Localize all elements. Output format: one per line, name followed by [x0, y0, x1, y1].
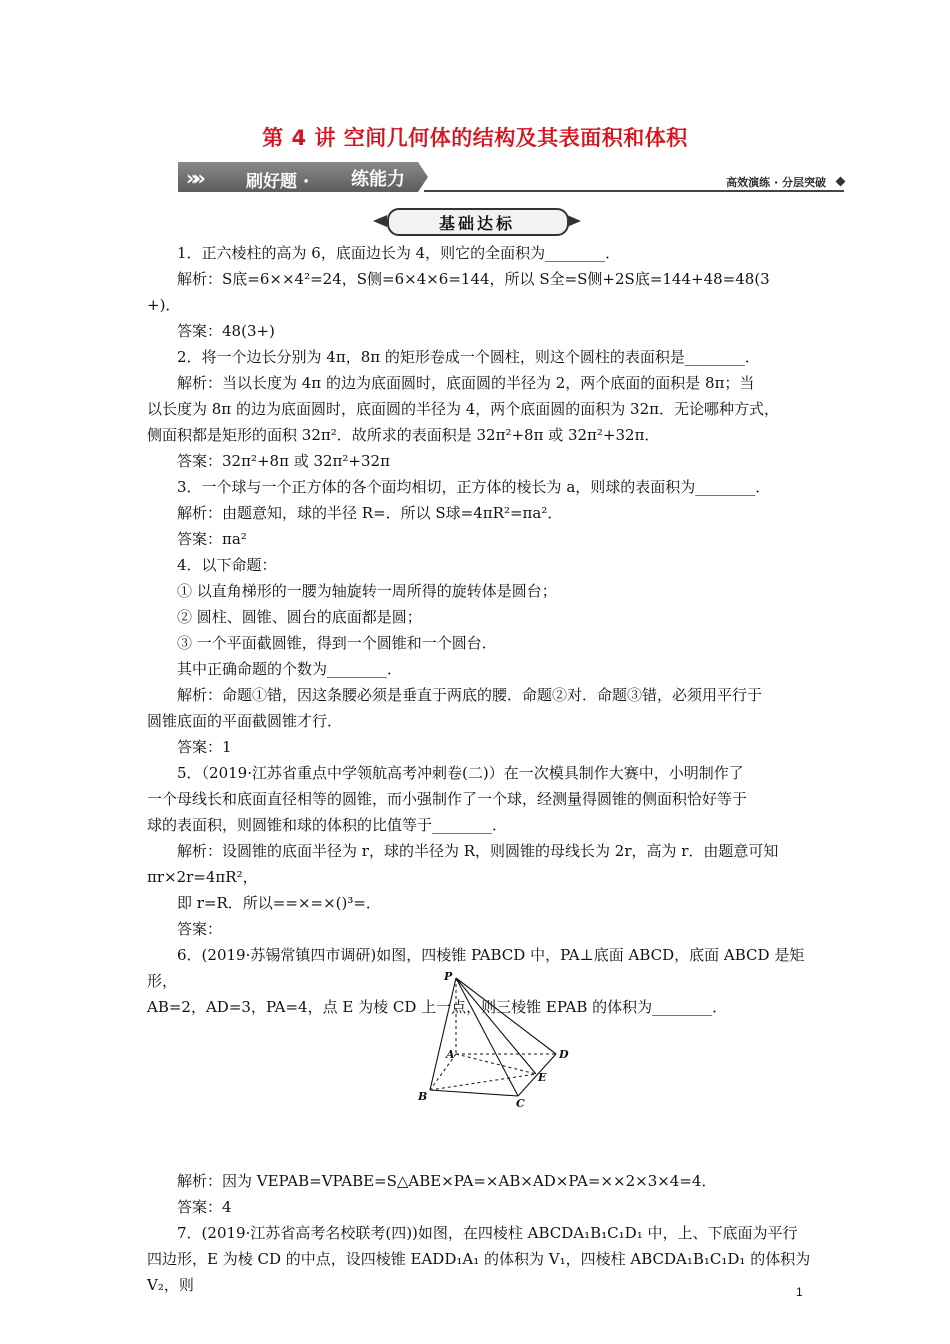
chevron-right-icon: »» [186, 166, 200, 190]
label-p: P [444, 970, 453, 983]
banner-label-2: 练能力 [351, 169, 405, 190]
label-e: E [538, 1071, 547, 1084]
question-7: 7．(2019·江苏省高考名校联考(四))如图，在四棱柱 ABCDA₁B₁C₁D₁ 中，上、下底面为平行 [177, 1224, 798, 1242]
solution-2-cont: 以长度为 8π 的边为底面圆时，底面圆的半径为 4，两个底面圆的面积为 32π．无论哪种方式， [147, 400, 779, 418]
question-3: 3．一个球与一个正方体的各个面均相切，正方体的棱长为 a，则球的表面积为________． [177, 478, 771, 496]
question-5-cont: 一个母线长和底面直径相等的圆锥，而小强制作了一个球，经测量得圆锥的侧面积恰好等于 [147, 790, 748, 808]
section-banner [178, 160, 848, 196]
solution-5: 解析：设圆锥的底面半径为 r，球的半径为 R，则圆锥的母线长为 2r，高为 r．由题意可知 [177, 842, 779, 860]
question-5-cont-2: 球的表面积，则圆锥和球的体积的比值等于________． [147, 816, 508, 834]
pyramid-figure [408, 968, 578, 1108]
solution-1: 解析：S底=6××4²=24，S侧=6×4×6=144，所以 S全=S侧+2S底=144+48=48(3 [177, 270, 770, 288]
answer-2: 答案：32π²+8π 或 32π²+32π [177, 452, 390, 470]
label-c: C [516, 1097, 525, 1108]
proposition-3: ③ 一个平面截圆锥，得到一个圆锥和一个圆台． [177, 634, 497, 652]
answer-6: 答案：4 [177, 1198, 232, 1216]
section-tag [371, 208, 583, 234]
edge-pe [456, 978, 536, 1074]
page-number: 1 [796, 1285, 803, 1299]
answer-3: 答案：πa² [177, 530, 247, 548]
edge-be [430, 1074, 536, 1090]
answer-5: 答案： [177, 920, 223, 938]
proposition-1: ① 以直角梯形的一腰为轴旋转一周所得的旋转体是圆台； [177, 582, 557, 600]
label-d: D [559, 1048, 569, 1061]
question-1: 1．正六棱柱的高为 6，底面边长为 4，则它的全面积为________． [177, 244, 621, 262]
solution-5-cont-2: 即 r=R．所以==×=×()³=． [177, 894, 381, 912]
question-5: 5．（2019·江苏省重点中学领航高考冲刺卷(二)）在一次模具制作大赛中，小明制作了 [177, 764, 744, 782]
edge-bc [430, 1090, 518, 1096]
solution-3: 解析：由题意知，球的半径 R=．所以 S球=4πR²=πa²． [177, 504, 563, 522]
solution-4: 解析：命题①错，因这条腰必须是垂直于两底的腰．命题②对．命题③错，必须用平行于 [177, 686, 763, 704]
solution-4-cont: 圆锥底面的平面截圆锥才行． [147, 712, 343, 730]
answer-1: 答案：48(3+) [177, 322, 275, 340]
question-7-cont: 四边形，E 为棱 CD 的中点，设四棱锥 EADD₁A₁ 的体积为 V₁，四棱柱 ABCDA₁B₁C₁D₁ 的体积为 V₂，则 [147, 1250, 811, 1294]
banner-right-text: 高效演练 · 分层突破 [726, 176, 826, 189]
answer-4: 答案：1 [177, 738, 232, 756]
question-text [147, 240, 823, 1298]
question-6-cont: AB=2，AD=3，PA=4，点 E 为棱 CD 上一点，则三棱锥 EPAB 的体积为________． [147, 998, 728, 1016]
diamond-icon [836, 177, 846, 187]
question-6: 6．(2019·苏锡常镇四市调研)如图，四棱锥 PABCD 中，PA⊥底面 ABCD，底面 ABCD 是矩形， [147, 946, 805, 990]
solution-1-cont: +)． [147, 296, 181, 314]
label-b: B [418, 1090, 428, 1103]
wing-right-icon [567, 215, 581, 227]
proposition-2: ② 圆柱、圆锥、圆台的底面都是圆； [177, 608, 422, 626]
label-a: A [446, 1048, 455, 1061]
banner-divider [424, 190, 844, 192]
question-2: 2．将一个边长分别为 4π，8π 的矩形卷成一个圆柱，则这个圆柱的表面积是________． [177, 348, 760, 366]
edge-pb [430, 978, 456, 1090]
solution-6: 解析：因为 VEPAB=VPABE=S△ABE×PA=×AB×AD×PA=××2×3×4=4． [177, 1172, 717, 1190]
question-4-ask: 其中正确命题的个数为________． [177, 660, 403, 678]
solution-2: 解析：当以长度为 4π 的边为底面圆时，底面圆的半径为 2，两个底面的面积是 8π；当 [177, 374, 755, 392]
edge-cd [518, 1054, 556, 1096]
section-title: 基础达标 [438, 214, 515, 233]
banner-label: 刷好题 · [246, 172, 310, 192]
solution-2-cont-2: 侧面积都是矩形的面积 32π²．故所求的表面积是 32π²+8π 或 32π²+32π． [147, 426, 660, 444]
edge-pd [456, 978, 556, 1054]
edge-ae [456, 1054, 536, 1074]
question-4: 4．以下命题： [177, 556, 277, 574]
page-title: 第 4 讲 空间几何体的结构及其表面积和体积 [262, 126, 688, 150]
solution-5-cont: πr×2r=4πR²， [147, 868, 258, 886]
